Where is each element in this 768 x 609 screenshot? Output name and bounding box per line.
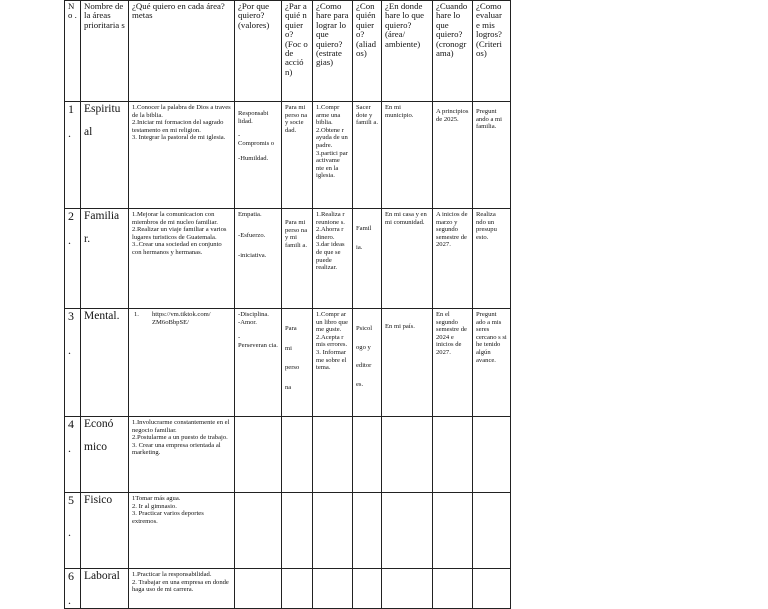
area-name-cell <box>81 102 129 209</box>
goal-item: 2.Iniciar mi formacion del sagrado testamento en mi religion. <box>132 119 224 134</box>
goal-item: 3. Crear una empresa orientada al marketing. <box>132 441 221 457</box>
empty-cell <box>313 493 353 569</box>
row-dot: . <box>68 126 71 140</box>
empty-cell <box>382 417 433 493</box>
allies-line: editor <box>356 362 372 370</box>
empty-cell <box>282 493 313 569</box>
values-cell <box>235 209 282 309</box>
area-name-line: Econó <box>84 418 114 430</box>
empty-cell <box>353 417 382 493</box>
goal-item: 2.Postularme a un puesto de trabajo. <box>132 434 228 442</box>
strategies-cell: 1.Realiza r reunione s. 2.Ahorra r dinero. 3.dar ideas de que se puede realizar. <box>313 209 353 309</box>
focus-line: na <box>285 383 292 391</box>
row-number: 2 <box>68 209 74 223</box>
goal-item: 1.Mejorar la comunicacion con miembros de mi nucleo familiar. <box>132 211 218 226</box>
row-number: 4 <box>68 417 74 431</box>
area-name-line: Familia <box>84 210 120 222</box>
schedule-cell: A inicios de marzo y segundo semestre de 2027. <box>433 209 473 309</box>
values-cell <box>235 309 282 417</box>
area-name-line: mico <box>84 441 107 453</box>
row-dot: . <box>68 343 71 357</box>
strategies-cell: 1.Compr arme una biblia. 2.Obtene r ayuda de un padre. 3.partici par activame nte en la iglesia. <box>313 102 353 209</box>
header-environment: ¿En donde hare lo que quiero? (área/ ambiente) <box>382 1 433 102</box>
row-number-cell <box>65 417 81 493</box>
table-row <box>65 309 511 417</box>
goals-cell <box>129 309 235 417</box>
empty-cell <box>433 493 473 569</box>
value-item: -iniciativa. <box>238 252 267 260</box>
criteria-cell: Pregunt ando a mi familia. <box>473 102 511 209</box>
allies-line: es. <box>356 380 364 388</box>
area-name-cell: Fisico <box>81 493 129 569</box>
row-dot: . <box>68 593 71 607</box>
row-number-cell <box>65 209 81 309</box>
value-item: Compromis o <box>238 139 275 147</box>
allies-line: ia. <box>356 243 363 251</box>
header-allies: ¿Con quién quier o? (aliad os) <box>353 1 382 102</box>
empty-cell <box>235 417 282 493</box>
header-area-name: Nombre de la áreas prioritaria s <box>81 1 129 102</box>
empty-cell <box>235 569 282 609</box>
goal-item: 2. Ir al gimnasio. <box>132 502 177 510</box>
environment-cell: En mi municipio. <box>382 102 433 209</box>
area-name-line: Espiritu <box>84 103 121 115</box>
focus-cell: Para mi perso na y mi famili a. <box>282 209 313 309</box>
row-number: 3 <box>68 309 74 323</box>
header-criteria: ¿Como evaluar e mis logros? (Criteri os) <box>473 1 511 102</box>
empty-cell <box>282 417 313 493</box>
allies-line: Psicol <box>356 325 373 332</box>
criteria-cell: Realiza ndo un presupu esto. <box>473 209 511 309</box>
environment-cell: En mi país. <box>382 309 433 417</box>
area-name-cell: Mental. <box>81 309 129 417</box>
life-plan-table <box>64 0 511 609</box>
goal-item: 1.Involucrarme constantemente en el negocio familiar. <box>132 419 230 434</box>
area-name-line: al <box>84 126 93 138</box>
area-name-line: r. <box>84 233 91 245</box>
focus-line: perso <box>285 364 300 372</box>
table-row <box>65 417 511 493</box>
value-item: -Disciplina. <box>238 311 269 318</box>
area-name-cell <box>81 209 129 309</box>
value-item: - <box>238 334 241 342</box>
focus-cell <box>282 309 313 417</box>
header-no: N o . <box>65 1 81 102</box>
row-number-cell <box>65 309 81 417</box>
empty-cell <box>353 569 382 609</box>
focus-line: Para <box>285 325 297 332</box>
schedule-cell: A principios de 2025. <box>433 102 473 209</box>
table-row <box>65 102 511 209</box>
row-number: 6 <box>68 569 74 583</box>
allies-line: Famil <box>356 225 372 232</box>
header-schedule: ¿Cuando hare lo que quiero? (cronogr ama) <box>433 1 473 102</box>
goal-item: 1Tomar más agua. <box>132 495 181 502</box>
value-item: - <box>238 132 241 140</box>
header-row <box>65 1 511 102</box>
goal-item: 2. Trabajar en una empresa en donde haga uso de mi carrera. <box>132 578 229 594</box>
goal-item: 3..Crear una sociedad en conjunto con hermanos y hermanas. <box>132 241 222 256</box>
goal-item: 3. Practicar varios deportes extremos. <box>132 510 204 525</box>
plan-document-page <box>64 0 511 609</box>
values-cell <box>235 102 282 209</box>
goals-cell <box>129 417 235 493</box>
row-number: 1 <box>68 102 74 116</box>
goals-cell <box>129 209 235 309</box>
goal-item: 3. Integrar la pastoral de mi iglesia. <box>132 134 226 142</box>
strategies-cell: 1.Compr ar un libro que me guste. 2.Acepta r mis errores. 3. Informar me sobre el tema. <box>313 309 353 417</box>
allies-cell <box>353 209 382 309</box>
goal-item: 1.Conocer la palabra de Dios a traves de la biblia. <box>132 104 231 119</box>
area-name-cell: Laboral <box>81 569 129 609</box>
goals-cell <box>129 569 235 609</box>
header-values: ¿Por que quiero? (valores) <box>235 1 282 102</box>
environment-cell: En mi casa y en mi comunidad. <box>382 209 433 309</box>
area-name-cell <box>81 417 129 493</box>
focus-line: mi <box>285 344 292 352</box>
empty-cell <box>382 569 433 609</box>
row-dot: . <box>68 233 71 247</box>
empty-cell <box>235 493 282 569</box>
empty-cell <box>433 417 473 493</box>
goals-cell <box>129 102 235 209</box>
value-item: -Humildad. <box>238 155 269 163</box>
allies-cell <box>353 309 382 417</box>
allies-line: ogo y <box>356 343 371 351</box>
goal-item: 1.Practicar la responsabilidad. <box>132 571 212 578</box>
empty-cell <box>313 417 353 493</box>
empty-cell <box>473 493 511 569</box>
value-item: -Amor. <box>238 318 257 326</box>
row-number: 5 <box>68 493 74 507</box>
row-number-cell <box>65 493 81 569</box>
allies-cell: Sacer dote y famili a. <box>353 102 382 209</box>
goals-cell <box>129 493 235 569</box>
empty-cell <box>353 493 382 569</box>
header-focus: ¿Par a quié n quier o? (Foc o de acció n) <box>282 1 313 102</box>
row-dot: . <box>68 441 71 455</box>
goal-item: 2.Realizar un viaje familiar a varios lugares turisticos de Guatemala. <box>132 226 227 241</box>
value-item: Empatia. <box>238 211 262 218</box>
empty-cell <box>382 493 433 569</box>
empty-cell <box>433 569 473 609</box>
empty-cell <box>282 569 313 609</box>
criteria-cell: Pregunt ado a mis seres cercano s si he tenido algún avance. <box>473 309 511 417</box>
value-item: -Esfuerzo. <box>238 231 266 239</box>
value-item: Responsabi lidad. <box>238 110 269 125</box>
value-item: Perseveran cia. <box>238 341 278 349</box>
empty-cell <box>473 417 511 493</box>
empty-cell <box>313 569 353 609</box>
schedule-cell: En el segundo semestre de 2024 e inicios de 2027. <box>433 309 473 417</box>
goal-link-item <box>132 311 231 326</box>
row-dot: . <box>68 525 71 539</box>
table-row <box>65 209 511 309</box>
focus-cell: Para mi perso na y socie dad. <box>282 102 313 209</box>
goal-link[interactable]: https://vm.tiktok.com/ ZM6oBbpSE/ <box>152 311 211 326</box>
row-number-cell <box>65 102 81 209</box>
table-row <box>65 569 511 609</box>
header-goals: ¿Qué quiero en cada área? metas <box>129 1 235 102</box>
goal-number: 1. <box>134 311 139 318</box>
table-row <box>65 493 511 569</box>
row-number-cell <box>65 569 81 609</box>
header-strategies: ¿Como hare para lograr lo que quiero? (estrate gias) <box>313 1 353 102</box>
empty-cell <box>473 569 511 609</box>
